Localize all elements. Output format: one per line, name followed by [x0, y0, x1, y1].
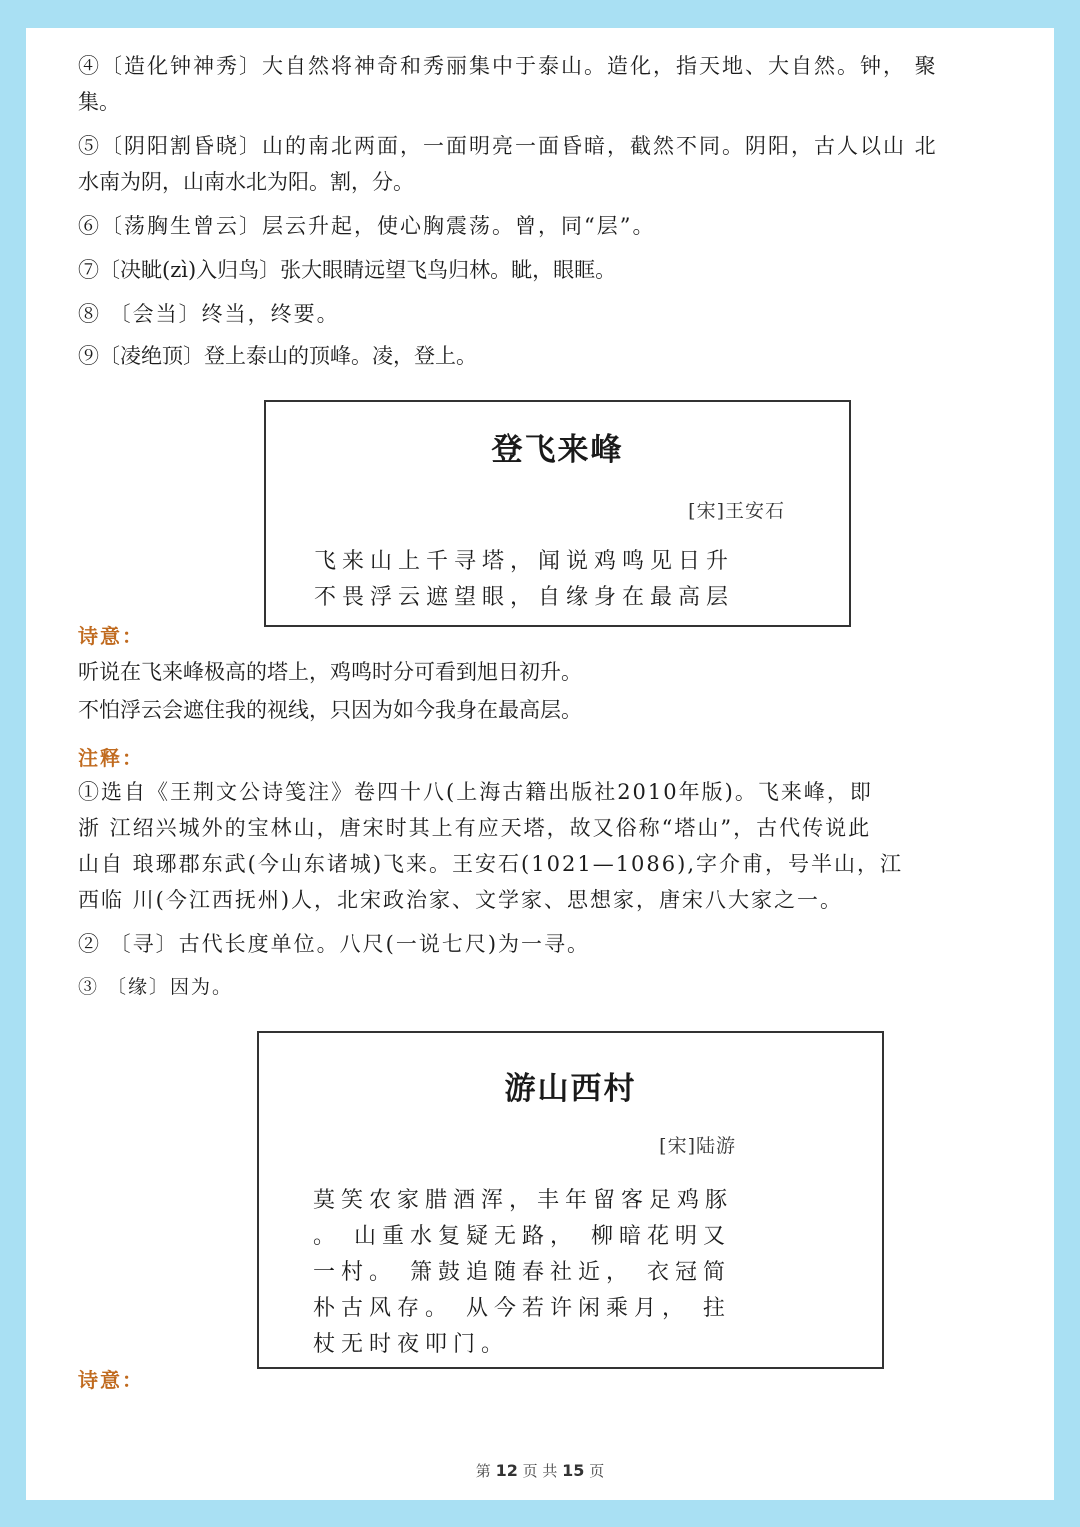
note-line: ⑤〔阴阳割昏晓〕山的南北两面，一面明亮一面昏暗，截然不同。阴阳，古人以山 北	[78, 134, 938, 158]
meaning-line: 听说在飞来峰极高的塔上，鸡鸣时分可看到旭日初升。	[78, 660, 582, 684]
section-heading-meaning: 诗意：	[78, 1368, 144, 1392]
poem-box-2	[257, 1031, 884, 1369]
poem-line: 朴古风存。 从今若许闲乘月， 拄	[313, 1296, 731, 1321]
note-line: 浙 江绍兴城外的宝林山，唐宋时其上有应天塔，故又俗称“塔山”，古代传说此	[78, 816, 872, 840]
poem-line: 。 山重水复疑无路， 柳暗花明又	[313, 1224, 731, 1249]
page-total: 15	[562, 1461, 585, 1480]
poem-title: 登飞来峰	[491, 432, 624, 468]
footer-prefix: 第	[475, 1462, 491, 1480]
note-line: ② 〔寻〕古代长度单位。八尺(一说七尺)为一寻。	[78, 932, 591, 956]
section-heading-meaning: 诗意：	[78, 624, 144, 648]
note-line: 西临 川(今江西抚州)人，北宋政治家、文学家、思想家，唐宋八大家之一。	[78, 888, 844, 912]
poem-line: 莫笑农家腊酒浑，丰年留客足鸡豚	[313, 1188, 734, 1213]
page-footer	[26, 1460, 1054, 1481]
note-line: 集。	[78, 90, 120, 114]
footer-suffix: 页	[589, 1462, 605, 1480]
note-line: 山自 琅琊郡东武(今山东诸城)飞来。王安石(1021—1086),字介甫，号半山，江	[78, 852, 904, 876]
poem-box-1	[264, 400, 851, 627]
poem-line: 一村。 箫鼓追随春社近， 衣冠简	[313, 1260, 731, 1285]
poem-line: 不畏浮云遮望眼，自缘身在最高层	[314, 585, 735, 610]
footer-middle: 页 共	[522, 1462, 558, 1480]
note-line: 水南为阴，山南水北为阳。割，分。	[78, 170, 414, 194]
note-line: ⑦〔决眦(zì)入归鸟〕张大眼睛远望飞鸟归林。眦，眼眶。	[78, 258, 617, 282]
note-line: ④〔造化钟神秀〕大自然将神奇和秀丽集中于泰山。造化，指天地、大自然。钟， 聚	[78, 54, 938, 78]
poem-line: 杖无时夜叩门。	[313, 1332, 510, 1357]
section-heading-notes: 注释：	[78, 746, 144, 770]
document-page	[26, 28, 1054, 1500]
note-line: ⑥〔荡胸生曾云〕层云升起，使心胸震荡。曾，同“层”。	[78, 214, 656, 238]
poem-author: [宋]王安石	[688, 500, 785, 522]
note-line: ③ 〔缘〕因为。	[78, 976, 234, 998]
note-line: ⑧ 〔会当〕终当，终要。	[78, 302, 340, 326]
poem-line: 飞来山上千寻塔，闻说鸡鸣见日升	[314, 549, 735, 574]
poem-author: [宋]陆游	[659, 1135, 736, 1157]
note-line: ①选自《王荆文公诗笺注》卷四十八(上海古籍出版社2010年版)。飞来峰，即	[78, 780, 873, 804]
note-line: ⑨〔凌绝顶〕登上泰山的顶峰。凌，登上。	[78, 344, 477, 368]
meaning-line: 不怕浮云会遮住我的视线，只因为如今我身在最高层。	[78, 698, 582, 722]
page-number: 12	[495, 1461, 518, 1480]
poem-title: 游山西村	[504, 1071, 637, 1107]
